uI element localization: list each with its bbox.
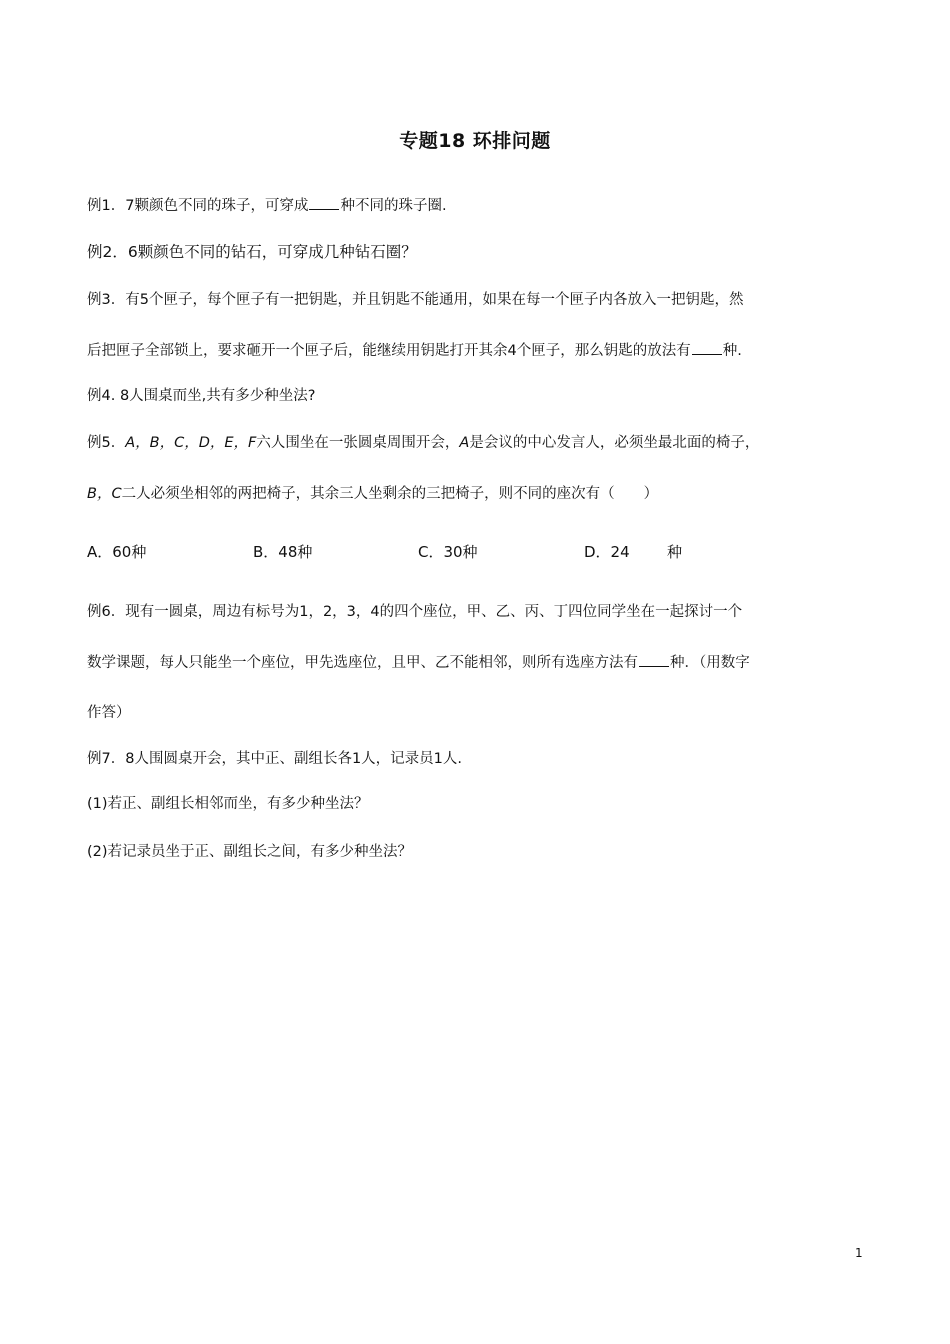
example-7-q1: (1)若正、副组长相邻而坐，有多少种坐法？ (87, 796, 369, 812)
option-b: B．48种 (253, 543, 313, 561)
example-7-text-1: 例7．8人围圆桌开会，其中正、副组长各1人，记录员1人. (87, 751, 463, 767)
example-6-line-1 (87, 602, 870, 622)
page-number: 1 (855, 1246, 863, 1260)
example-5-options (87, 541, 847, 563)
example-7-question-1 (87, 794, 870, 814)
example-6-suffix: 种．（用数字 (670, 655, 750, 671)
example-2-text: 例2．6颗颜色不同的钻石，可穿成几种钻石圈？ (87, 243, 417, 261)
example-1 (87, 196, 870, 216)
example-7-line-1 (87, 749, 870, 769)
answer-blank (309, 196, 339, 210)
page-title: 专题18 环排问题 (399, 130, 551, 152)
example-4 (87, 386, 870, 406)
example-1-suffix: 种不同的珠子圈. (340, 198, 447, 214)
example-3-line-1 (87, 290, 870, 310)
example-5-text-1-end: 是会议的中心发言人，必须坐最北面的椅子， (469, 435, 760, 451)
example-7-question-2 (87, 842, 870, 862)
example-5-line-1 (87, 433, 870, 453)
option-d-unit: 种 (667, 543, 683, 561)
example-4-text: 例4. 8人围桌而坐,共有多少种坐法? (87, 388, 316, 404)
example-5-text-1: 六人围坐在一张圆桌周围开会， (256, 435, 460, 451)
answer-blank (639, 653, 669, 667)
example-1-prefix: 例1．7颗颜色不同的珠子，可穿成 (87, 198, 309, 214)
example-5-line-2 (87, 484, 870, 504)
example-5-text-2: 二人必须坐相邻的两把椅子，其余三人坐剩余的三把椅子，则不同的座次有（ ） (121, 486, 659, 502)
example-3-text-1: 例3．有5个匣子，每个匣子有一把钥匙，并且钥匙不能通用，如果在每一个匣子内各放入一把钥匙，然 (87, 292, 744, 308)
example-3-line-2 (87, 341, 870, 361)
answer-blank (692, 341, 722, 355)
example-7-q2: (2)若记录员坐于正、副组长之间，有多少种坐法？ (87, 844, 413, 860)
option-a: A．60种 (87, 543, 147, 561)
example-5-lead: 例5． (87, 435, 126, 451)
example-5-names-2: B，C (87, 486, 122, 502)
example-3-suffix: 种. (722, 343, 742, 359)
example-3-text-2: 后把匣子全部锁上，要求砸开一个匣子后，能继续用钥匙打开其余4个匣子，那么钥匙的放法有 (87, 343, 691, 359)
example-6-line-2 (87, 653, 870, 673)
example-6-text-2: 数学课题，每人只能坐一个座位，甲先选座位，且甲、乙不能相邻，则所有选座方法有 (87, 655, 638, 671)
example-6-line-3 (87, 703, 870, 723)
example-5-names: A，B，C，D，E，F (125, 435, 257, 451)
example-2 (87, 242, 870, 262)
example-6-text-3: 作答） (87, 705, 131, 721)
example-6-text-1: 例6．现有一圆桌，周边有标号为1，2，3，4的四个座位，甲、乙、丙、丁四位同学坐在一起探讨一个 (87, 604, 743, 620)
example-5-name-a: A (459, 435, 470, 451)
option-d: D．24 (584, 543, 630, 561)
option-c: C．30种 (418, 543, 478, 561)
